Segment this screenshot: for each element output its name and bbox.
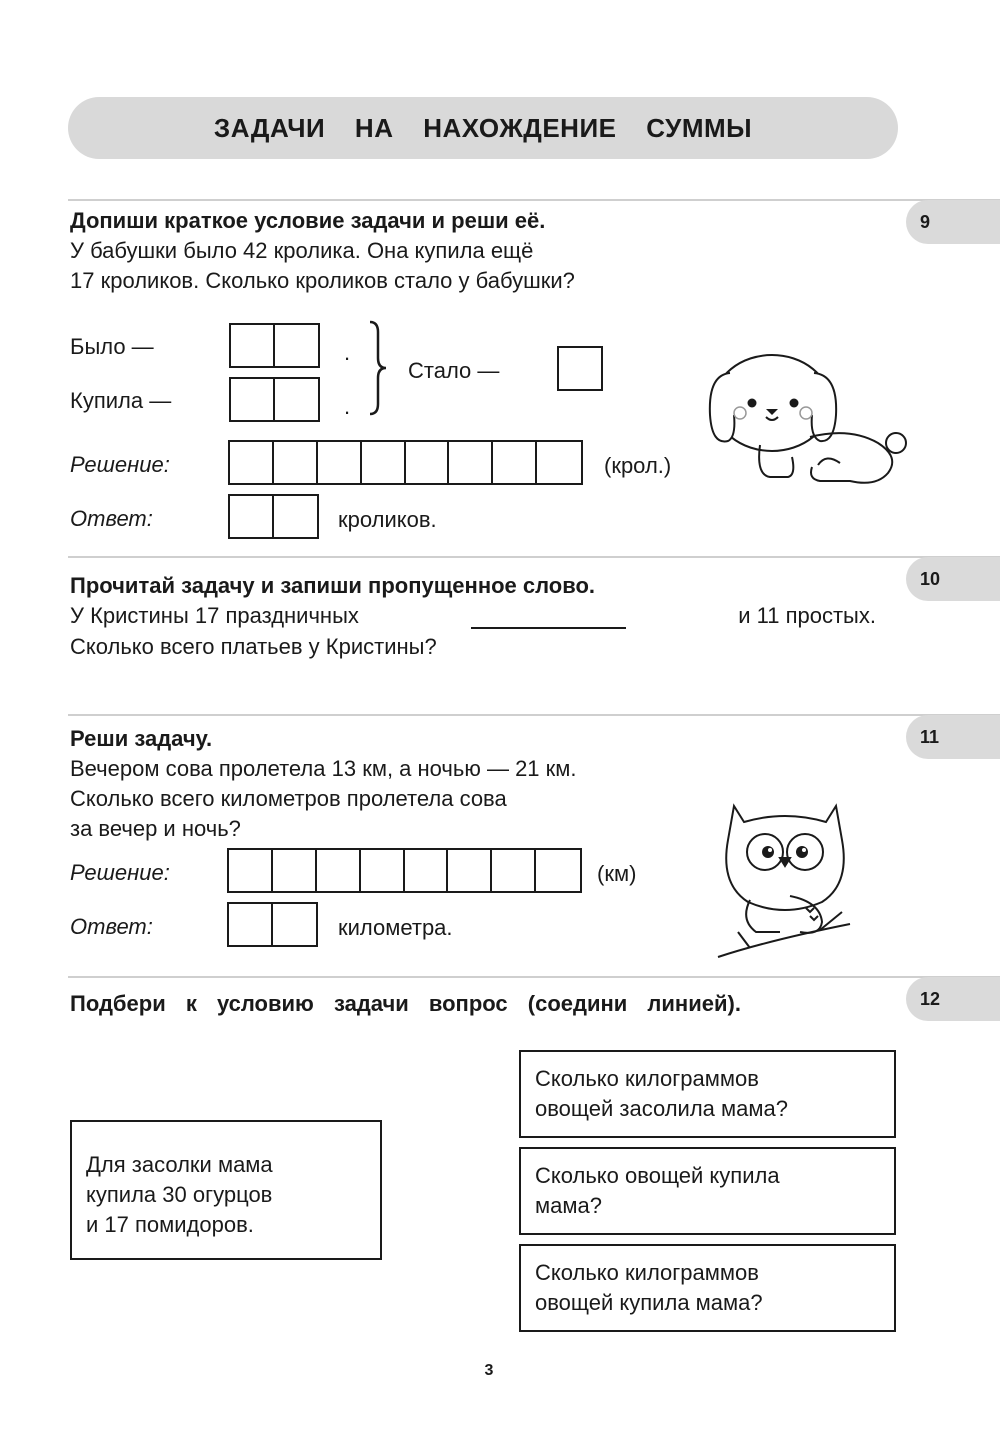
answer-unit: кроликов. <box>338 507 437 532</box>
dot-mark: . <box>344 394 351 419</box>
task10-text-line1: У Кристины 17 праздничных и 11 простых. <box>70 603 876 628</box>
task-number-badge: 11 <box>906 715 1000 759</box>
answer-cells[interactable] <box>228 494 319 539</box>
question-option-2[interactable]: Сколько овощей купила мама? <box>519 1147 896 1235</box>
task-number-badge: 12 <box>906 977 1000 1021</box>
owl-icon <box>710 792 860 967</box>
task10-text-line2: Сколько всего платьев у Кристины? <box>70 634 437 659</box>
divider <box>68 976 1000 978</box>
label-became: Стало — <box>408 358 500 383</box>
page-title-bar <box>68 97 898 159</box>
was-answer-cells[interactable] <box>229 323 320 368</box>
bought-answer-cells[interactable] <box>229 377 320 422</box>
question-option-3[interactable]: Сколько килограммов овощей купила мама? <box>519 1244 896 1332</box>
question-option-1[interactable]: Сколько килограммов овощей засолила мама? <box>519 1050 896 1138</box>
task9-text-line1: У бабушки было 42 кролика. Она купила ещё <box>70 238 534 263</box>
solution-unit: (крол.) <box>604 453 672 478</box>
condition-line: и 17 помидоров. <box>86 1212 254 1237</box>
solution-unit: (км) <box>597 861 637 886</box>
task10-heading: Прочитай задачу и запиши пропущенное слово. <box>70 573 596 598</box>
task11-text-line3: за вечер и ночь? <box>70 816 241 841</box>
task-number-badge: 9 <box>906 200 1000 244</box>
task9-heading: Допиши краткое условие задачи и реши её. <box>70 208 546 233</box>
task11-text-line1: Вечером сова пролетела 13 км, а ночью — 21 км. <box>70 756 577 781</box>
solution-label: Решение: <box>70 860 170 885</box>
condition-box[interactable] <box>70 1120 382 1260</box>
divider <box>68 714 1000 716</box>
answer-label: Ответ: <box>70 914 153 939</box>
label-bought: Купила — <box>70 388 172 413</box>
answer-label: Ответ: <box>70 506 153 531</box>
page-title: ЗАДАЧИ НА НАХОЖДЕНИЕ СУММЫ <box>213 112 753 143</box>
divider <box>68 556 1000 558</box>
divider <box>68 199 1000 201</box>
condition-line: купила 30 огурцов <box>86 1182 273 1207</box>
task11-text-line2: Сколько всего километров пролетела сова <box>70 786 507 811</box>
label-was: Было — <box>70 334 154 359</box>
solution-label: Решение: <box>70 452 170 477</box>
task9-text-line2: 17 кроликов. Сколько кроликов стало у бабушки? <box>70 268 575 293</box>
answer-unit: километра. <box>338 915 453 940</box>
dot-mark: . <box>344 340 351 365</box>
bunny-icon <box>700 345 910 490</box>
page-number: 3 <box>484 1362 494 1379</box>
missing-word-blank[interactable] <box>471 609 626 629</box>
task12-heading: Подбери к условию задачи вопрос (соедини линией). <box>70 991 741 1016</box>
answer-cells[interactable] <box>227 902 318 947</box>
solution-cells[interactable] <box>227 848 582 893</box>
became-answer-box[interactable] <box>557 346 603 391</box>
task11-heading: Реши задачу. <box>70 726 213 751</box>
task-number-badge: 10 <box>906 557 1000 601</box>
solution-cells[interactable] <box>228 440 583 485</box>
curly-brace-icon <box>364 318 394 418</box>
condition-line: Для засолки мама <box>86 1152 273 1177</box>
